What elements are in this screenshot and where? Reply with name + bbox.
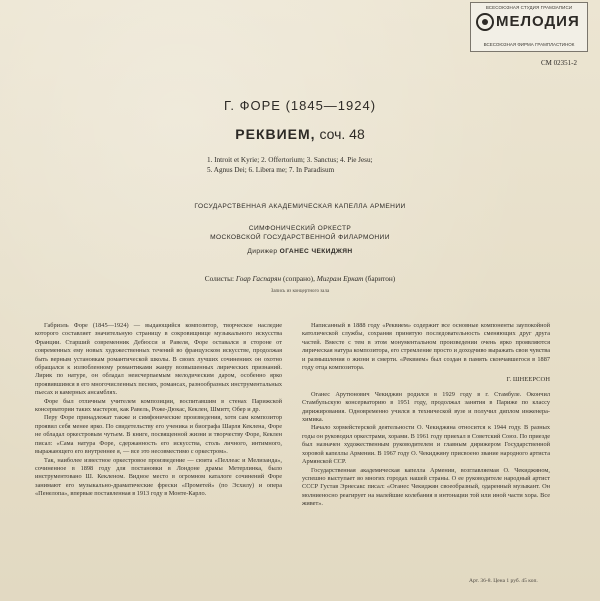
conductor-name: ОГАНЕС ЧЕКИДЖЯН	[279, 248, 353, 255]
work-name: РЕКВИЕМ,	[235, 126, 316, 142]
paragraph: Написанный в 1888 году «Реквием» содержит все основные компоненты заупокойной католической службы, сохраняя принятую последовательность сменяющих друг друга частей. Вместе с тем в этом монументальном произведении очень ярко проявляются лирическая натура композитора, его стремление просто и доходчиво выражать свои чувства и размышления о жизни и смерти. «Реквием» был создан в память скончавшегося в 1887 году отца композитора.	[302, 322, 550, 372]
work-title	[0, 126, 600, 142]
orchestra-line-2: МОСКОВСКОЙ ГОСУДАРСТВЕННОЙ ФИЛАРМОНИИ	[210, 234, 390, 241]
price-footer: Арт. 36-8. Цена 1 руб. 45 коп.	[469, 578, 538, 584]
soloist-name: Миграм Еркат	[316, 274, 364, 283]
brand-name: МЕЛОДИЯ	[496, 13, 580, 30]
recording-note: Запись из концертного зала	[270, 289, 330, 294]
soloists-label: Солисты:	[204, 274, 235, 283]
melodiya-label	[470, 2, 588, 52]
soloist-voice: (баритон)	[365, 274, 396, 283]
composer-heading: Г. ФОРЕ (1845—1924)	[223, 98, 377, 113]
work-opus: соч. 48	[319, 126, 365, 142]
orchestra-line-1: СИМФОНИЧЕСКИЙ ОРКЕСТР	[248, 225, 352, 232]
movements-list	[207, 155, 407, 175]
movements-line: 1. Introit et Kyrie; 2. Offertorium; 3. Sanctus; 4. Pie Jesu;	[207, 156, 373, 164]
soloist-voice: (сопрано),	[283, 274, 315, 283]
conductor-label: Дирижер	[247, 248, 278, 255]
choir-name: ГОСУДАРСТВЕННАЯ АКАДЕМИЧЕСКАЯ КАПЕЛЛА АРМЕНИИ	[194, 203, 406, 210]
left-text-column	[35, 322, 282, 499]
author-signature: Г. ШНЕЕРСОН	[506, 376, 550, 384]
right-text-column	[302, 322, 550, 509]
paragraph: Государственная академическая капелла Армении, возглавляемая О. Чекиджяном, успешно выступает во многих городах нашей страны. О ее руководителе народный артист СССР Густав Эрнесакс писал: «Оганес Чекиджян своеобразный, одаренный музыкант. Он молниеносно реагирует на малейшие колебания в интонации той или иной части хора. Все живет».	[302, 466, 550, 508]
brand-bottom-text: ВСЕСОЮЗНАЯ ФИРМА ГРАМПЛАСТИНОК	[483, 42, 575, 47]
soloist-name: Гоар Гаспарян	[235, 274, 282, 283]
paragraph: Так, наиболее известное оркестровое произведение — сюита «Пеллеас и Мелизанда», сочиненное в 1898 году для постановки в Лондоне драмы Метерлинка, было инструментовано Ш. Кекленом. Видное место в огромном каталоге сочинений Форе занимают его музыкально-драматические фрески «Прометей» (по Эсхилу) и опера «Пенелопа», впервые поставленная в 1913 году в Монте-Карло.	[35, 456, 282, 498]
soloists-line	[0, 274, 600, 283]
paragraph: Форе был отличным учителем композиции, воспитавшим в стенах Парижской консерватории таких мастеров, как Равель, Роже-Дюкас, Кеклен, Шмитт, Обер и др.	[35, 397, 282, 414]
movements-line: 5. Agnus Dei; 6. Libera me; 7. In Paradisum	[207, 166, 335, 174]
paragraph: Перу Форе принадлежат также и симфонические произведения, хотя сам композитор проявил себя менее ярко. По свидетельству его ученика и биографа Шарля Кеклена, Форе не обладал оркестровым чутьем. В книге, посвященной жизни и творчеству Форе, Кеклен писал: «Сама натура Форе, сдержанность его искусства, столь личного, интимного, выражающего его внутреннее я, — все это несовместимо с оркестром».	[35, 414, 282, 456]
catalog-number: СМ 02351-2	[541, 59, 577, 67]
paragraph: Оганес Арутюнович Чекиджян родился в 1929 году в г. Стамбуле. Окончил Стамбульскую консерваторию в 1951 году, продолжал занятия в Париже по классу дирижирования. Одновременно учился в технической вузе и получил диплом инженера-химика.	[302, 390, 550, 424]
paragraph: Начало хормейстерской деятельности О. Чекиджяна относится к 1944 году. В разных годы он руководил оркестрами, хорами. В 1961 году приехал в Советский Союз. По приезде был назначен художественным руководителем и главным дирижером Государственной хоровой капеллы Армении. В 1967 году О. Чекиджяну присвоено звание народного артиста Армянской ССР.	[302, 424, 550, 466]
conductor-line	[0, 248, 600, 255]
melodiya-logo-icon	[476, 13, 494, 31]
paragraph: Габриэль Форе (1845—1924) — выдающийся композитор, творческое наследие которого составляет значительную страницу в сокровищнице музыкального искусства Франции. Старший современник Дебюсси и Равеля, Форе оставался в стороне от современных ему новых художественных течений во французском искусстве, продолжая быть верным установкам романтической школы. В своих лучших сочинениях он охотно обращался к излюбленному романтиками жанру возвышенных лирических признаний. Лирик по натуре, он обладал неисчерпаемым мелодическим даром, особенно ярко проявившимся в его многочисленных песнях, романсах, разнообразных инструментальных пьесах и камерных ансамблях.	[35, 322, 282, 397]
brand-top-text: ВСЕСОЮЗНАЯ СТУДИЯ ГРАМЗАПИСИ	[485, 5, 573, 10]
